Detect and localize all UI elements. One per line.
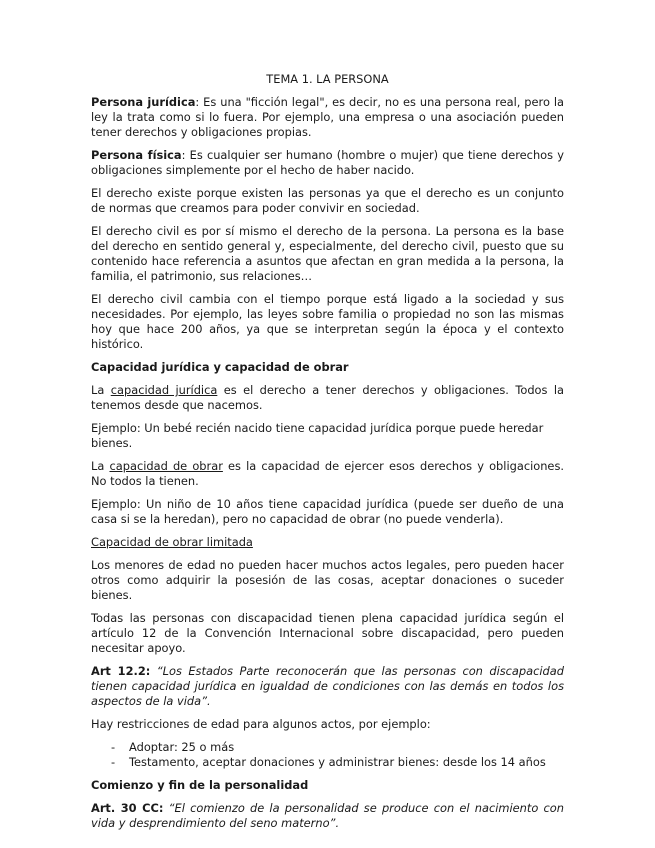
paragraph-ejemplo-bebe: Ejemplo: Un bebé recién nacido tiene capacidad jurídica porque puede heredar bienes.	[91, 421, 544, 450]
dash-marker: -	[111, 740, 116, 754]
article-ref: Art. 30 CC:	[91, 801, 164, 815]
paragraph-persona-juridica	[91, 95, 564, 140]
term-capacidad-obrar: capacidad de obrar	[109, 459, 223, 473]
text-pre: La	[91, 459, 110, 473]
text-persona-fisica: : Es cualquier ser humano (hombre o mujer) que tiene derechos y obligaciones simplemente por el hecho de haber nacido.	[91, 148, 564, 177]
paragraph-ejemplo-nino: Ejemplo: Un niño de 10 años tiene capacidad jurídica (puede ser dueño de una casa si se la heredan), pero no capacidad de obrar (no puede venderla).	[91, 497, 564, 526]
paragraph-capacidad-juridica	[91, 383, 564, 413]
list-item	[91, 755, 564, 770]
paragraph-derecho-existe: El derecho existe porque existen las personas ya que el derecho es un conjunto de normas que creamos para poder convivir en sociedad.	[91, 186, 564, 215]
text-persona-juridica: : Es una "ficción legal", es decir, no es una persona real, pero la ley la trata como si lo fuera. Por ejemplo, una empresa o una asociación pueden tener derechos y obligaciones propias.	[91, 95, 565, 139]
text-capacidad-obrar: es la capacidad de ejercer esos derechos y obligaciones. No todos la tienen.	[91, 459, 564, 488]
restrictions-list	[91, 740, 564, 770]
list-item	[91, 740, 564, 755]
subheading-limitada: Capacidad de obrar limitada	[91, 535, 253, 549]
article-quote: “Los Estados Parte reconocerán que las personas con discapacidad tienen capacidad jurídica en igualdad de condiciones con las demás en todos los aspectos de la vida”.	[91, 664, 564, 708]
heading-capacidad-limitada	[91, 535, 564, 550]
text-capacidad-juridica: es el derecho a tener derechos y obligaciones. Todos la tenemos desde que nacemos.	[91, 383, 565, 412]
heading-comienzo: Comienzo y fin de la personalidad	[91, 778, 309, 792]
paragraph-art-12-2	[91, 664, 564, 709]
paragraph-derecho-civil: El derecho civil es por sí mismo el derecho de la persona. La persona es la base del derecho en sentido general y, especialmente, del derecho civil, puesto que su contenido hace referencia a asuntos que afectan en gran medida a la persona, la familia, el patrimonio, sus relaciones…	[91, 224, 564, 283]
heading-capacidad: Capacidad jurídica y capacidad de obrar	[91, 360, 349, 374]
paragraph-menores: Los menores de edad no pueden hacer muchos actos legales, pero pueden hacer otros como adquirir la posesión de las cosas, aceptar donaciones o suceder bienes.	[91, 558, 564, 602]
term-persona-fisica: Persona física	[91, 148, 182, 162]
dash-marker: -	[111, 755, 116, 769]
text-pre: La	[91, 383, 111, 397]
paragraph-derecho-cambia: El derecho civil cambia con el tiempo porque está ligado a la sociedad y sus necesidades. Por ejemplo, las leyes sobre familia o propiedad no son las mismas hoy que hace 200 años, ya que se interpretan según la época y el contexto histórico.	[91, 292, 564, 351]
article-quote: “El comienzo de la personalidad se produce con el nacimiento con vida y desprendimiento del seno materno”.	[91, 801, 564, 830]
page-title: TEMA 1. LA PERSONA	[266, 72, 389, 86]
list-item-text: Testamento, aceptar donaciones y administrar bienes: desde los 14 años	[129, 755, 546, 769]
paragraph-restricciones: Hay restricciones de edad para algunos actos, por ejemplo:	[91, 717, 431, 731]
term-capacidad-juridica: capacidad jurídica	[110, 383, 218, 397]
paragraph-discapacidad: Todas las personas con discapacidad tienen plena capacidad jurídica según el artículo 12 de la Convención Internacional sobre discapacidad, pero pueden necesitar apoyo.	[91, 611, 564, 655]
article-ref: Art 12.2:	[91, 664, 151, 678]
term-persona-juridica: Persona jurídica	[91, 95, 196, 109]
paragraph-persona-fisica	[91, 148, 564, 178]
paragraph-art-30	[91, 801, 564, 831]
list-item-text: Adoptar: 25 o más	[129, 740, 235, 754]
paragraph-capacidad-obrar	[91, 459, 564, 489]
